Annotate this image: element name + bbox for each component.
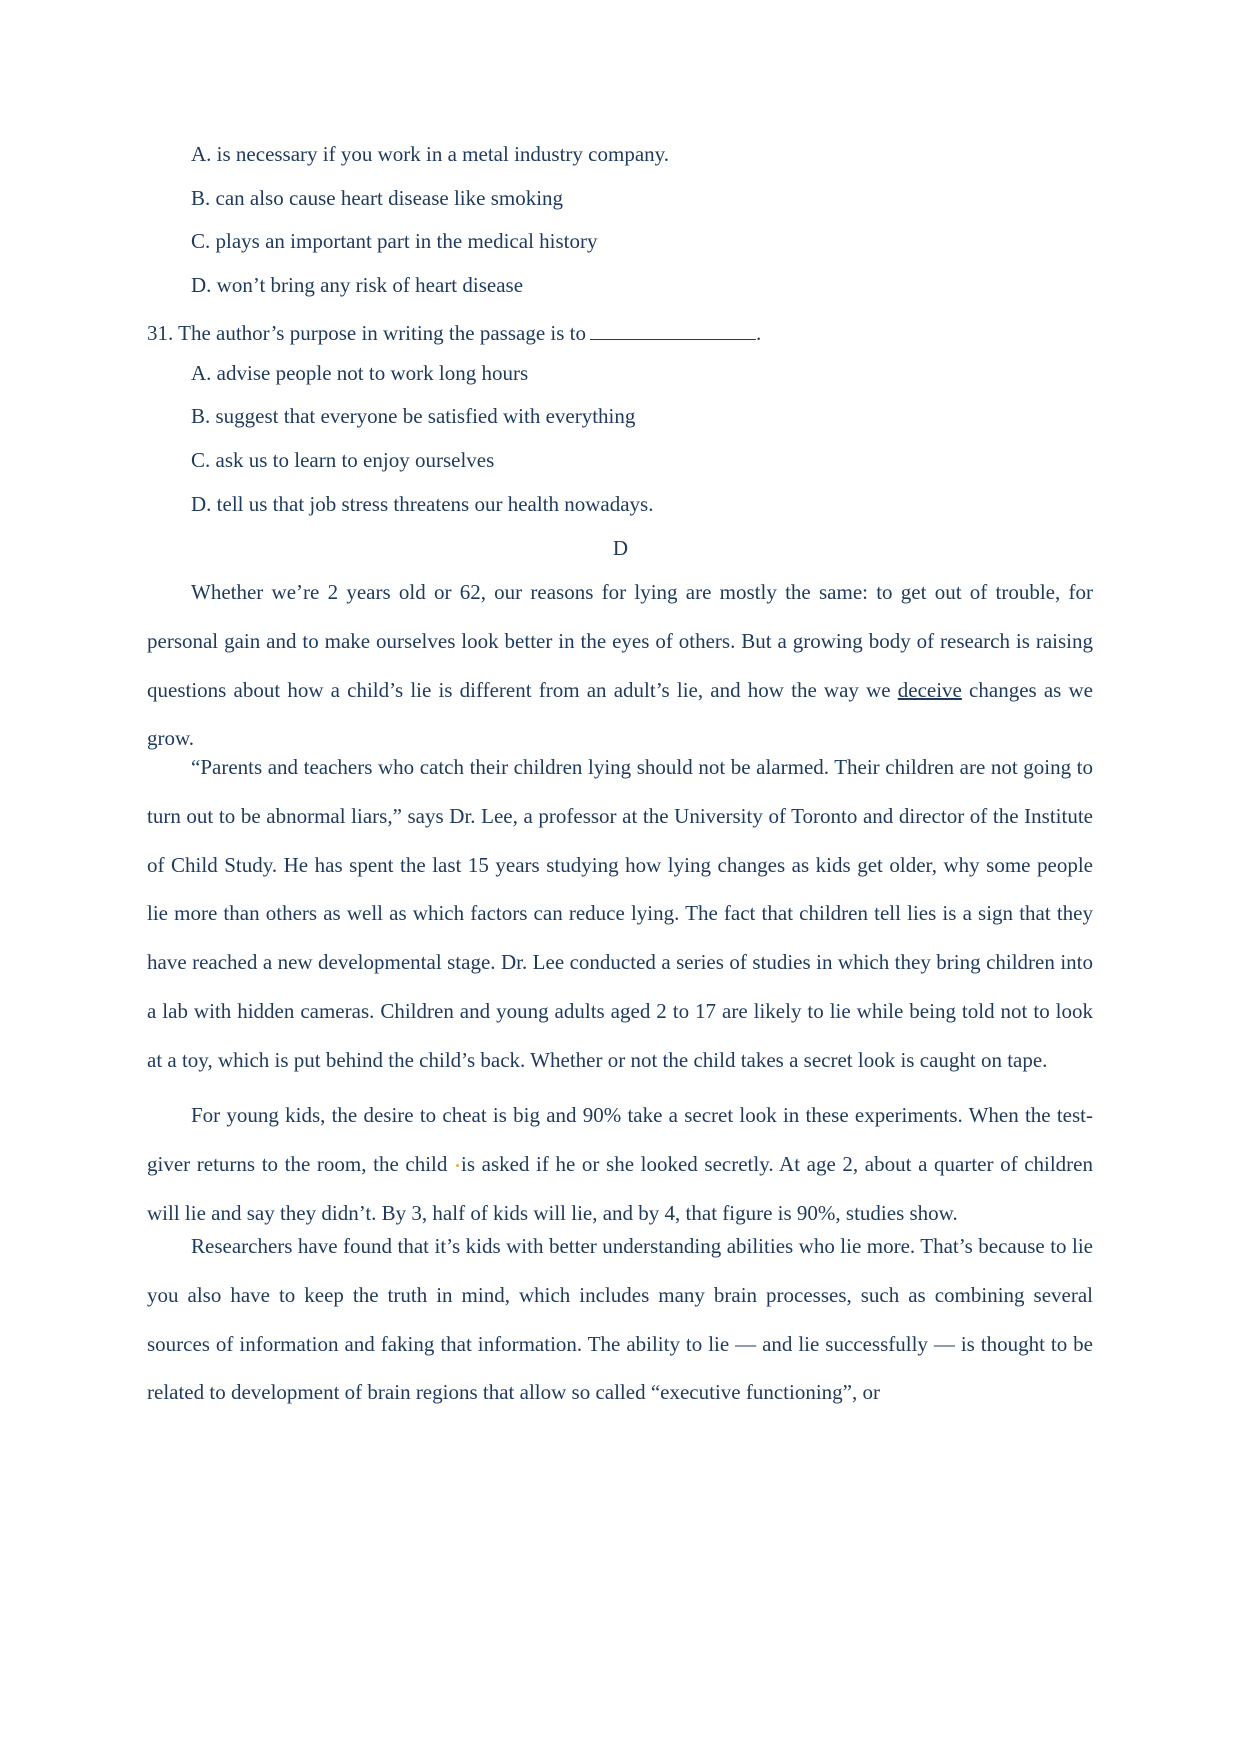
q31-stem: 31. The author’s purpose in writing the passage is to xyxy=(147,321,586,345)
q30-option-a: A. is necessary if you work in a metal industry company. xyxy=(191,142,670,166)
q30-option-c: C. plays an important part in the medical history xyxy=(191,229,598,253)
q31-option-d: D. tell us that job stress threatens our health nowadays. xyxy=(191,492,654,516)
stray-mark-icon xyxy=(456,1164,459,1167)
section-heading: D xyxy=(612,536,629,560)
passage-paragraph-4: Researchers have found that it’s kids with better understanding abilities who lie more. That’s because to lie you also have to keep the truth in mind, which includes many brain processes, such as combining several sources of information and faking that information. The ability to lie — and lie successfully — is thought to be related to development of brain regions that allow so called “executive functioning”, or xyxy=(147,1234,1093,1405)
q31-answer-blank xyxy=(590,319,756,340)
underlined-word: deceive xyxy=(897,677,962,702)
q31-stem-line xyxy=(147,319,761,344)
passage-paragraph-3 xyxy=(147,1091,1093,1237)
q30-option-b: B. can also cause heart disease like smoking xyxy=(191,186,564,210)
paragraph-1-text: Whether we’re 2 years old or 62, our reasons for lying are mostly the same: to get out of trouble, for personal gain and to make ourselves look better in the eyes of others. But a growing body of research is raising questions about how a child’s lie is different from an adult’s lie, and how the way we xyxy=(147,580,1093,702)
paragraph-1-tail: changes as we grow. xyxy=(147,677,1093,751)
paragraph-3-part-b: is asked if he or she looked secretly. At age 2, about a quarter of children will lie and say they didn’t. By 3, half of kids will lie, and by 4, that figure is 90%, studies show. xyxy=(147,1151,1093,1225)
passage-paragraph-1 xyxy=(147,568,1093,763)
q30-option-d: D. won’t bring any risk of heart disease xyxy=(191,273,524,297)
q31-option-c: C. ask us to learn to enjoy ourselves xyxy=(191,448,495,472)
q31-option-a: A. advise people not to work long hours xyxy=(191,361,529,385)
q31-option-b: B. suggest that everyone be satisfied with everything xyxy=(191,404,636,428)
q31-stem-end: . xyxy=(756,321,762,345)
passage-paragraph-2: “Parents and teachers who catch their children lying should not be alarmed. Their children are not going to turn out to be abnormal liars,” says Dr. Lee, a professor at the University of Toronto and director of the Institute of Child Study. He has spent the last 15 years studying how lying changes as kids get older, why some people lie more than others as well as which factors can reduce lying. The fact that children tell lies is a sign that they have reached a new developmental stage. Dr. Lee conducted a series of studies in which they bring children into a lab with hidden cameras. Children and young adults aged 2 to 17 are likely to lie while being told not to look at a toy, which is put behind the child’s back. Whether or not the child takes a secret look is caught on tape. xyxy=(147,755,1093,1072)
paragraph-3-part-a: For young kids, the desire to cheat is big and 90% take a secret look in these experiments. When the test-giver returns to the room, the child xyxy=(147,1103,1093,1176)
